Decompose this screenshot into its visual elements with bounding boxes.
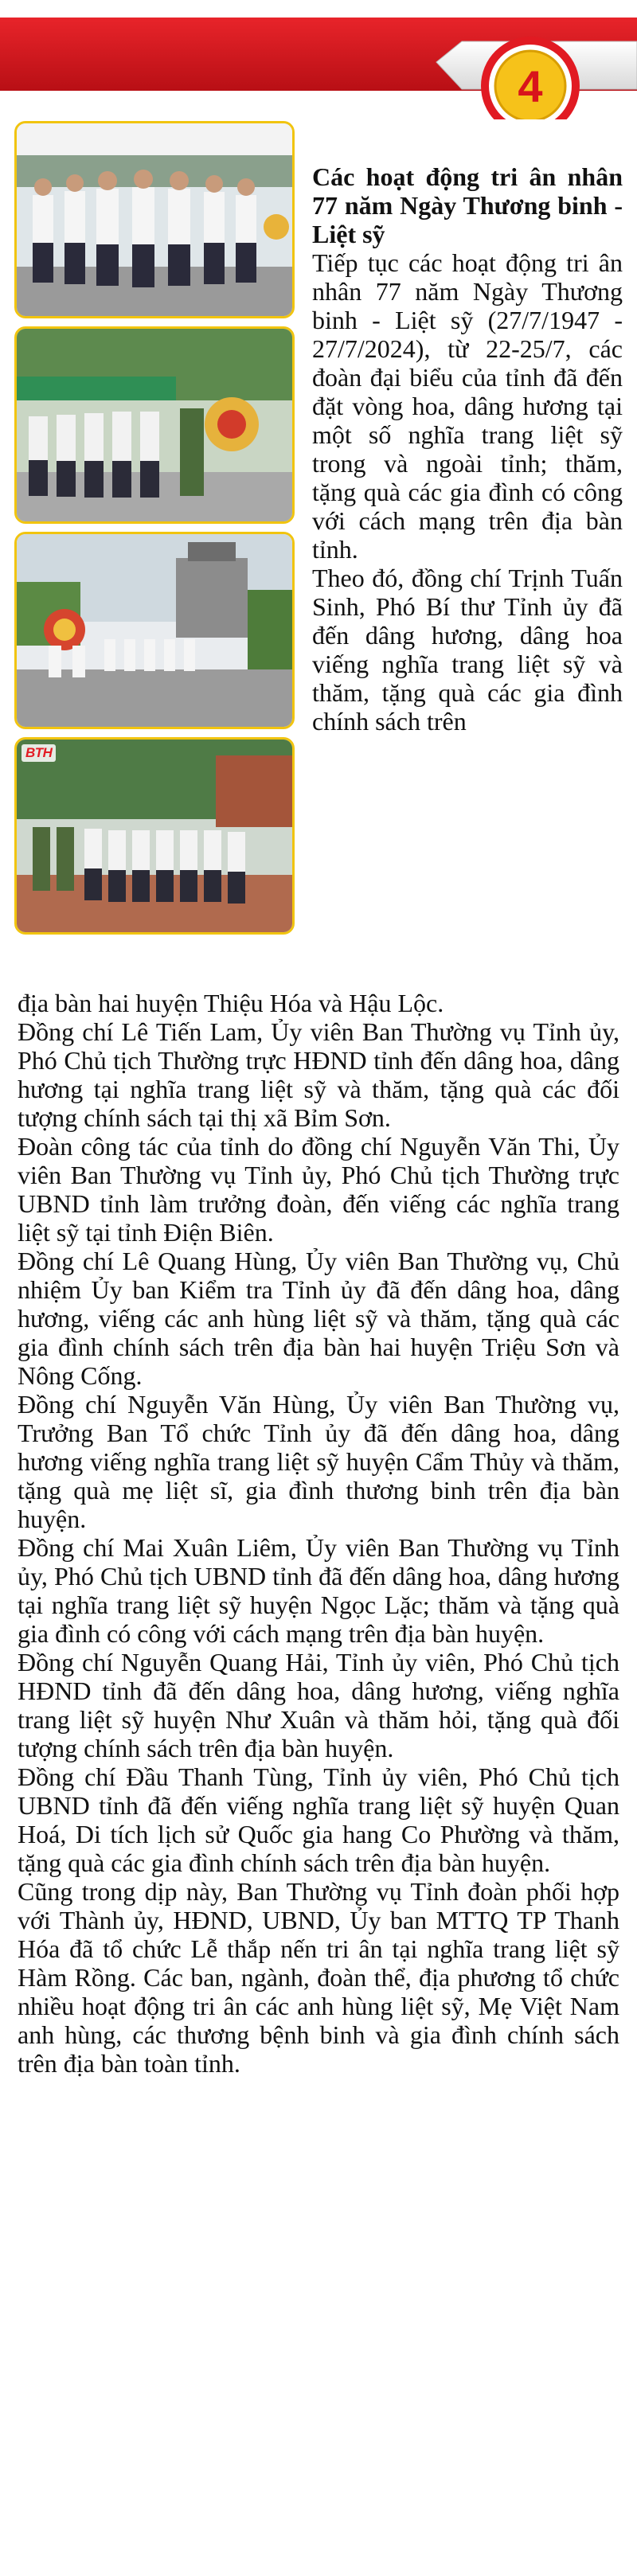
- photo-4: [14, 737, 295, 935]
- article-side-column: [312, 162, 623, 736]
- photo-2: [14, 326, 295, 524]
- article-paragraph: Đồng chí Mai Xuân Liêm, Ủy viên Ban Thường vụ Tỉnh ủy, Phó Chủ tịch UBND tỉnh đã đến dâng hoa, dâng hương tại nghĩa trang liệt sỹ huyện Ngọc Lặc; thăm và tặng quà gia đình có công với cách mạng trên địa bàn huyện.: [18, 1533, 619, 1648]
- article-paragraph-1-start: Theo đó, đồng chí Trịnh Tuấn Sinh, Phó Bí thư Tỉnh ủy đã đến dâng hương, dâng hoa viếng nghĩa trang liệt sỹ và thăm, tặng quà các gia đình chính sách trên: [312, 564, 623, 736]
- article-title: Các hoạt động tri ân nhân 77 năm Ngày Thương binh - Liệt sỹ: [312, 162, 623, 248]
- photo-3: [14, 532, 295, 729]
- group-photo-icon: [17, 329, 292, 521]
- group-photo-icon: [17, 534, 292, 727]
- article-paragraph: Đồng chí Nguyễn Văn Hùng, Ủy viên Ban Thường vụ, Trưởng Ban Tổ chức Tỉnh ủy đã đến dâng hoa, dâng hương viếng nghĩa trang liệt sỹ huyện Cẩm Thủy và thăm, tặng quà mẹ liệt sĩ, gia đình thương binh trên địa bàn huyện.: [18, 1390, 619, 1533]
- article-paragraph: Đồng chí Đầu Thanh Tùng, Tỉnh ủy viên, Phó Chủ tịch UBND tỉnh đã đến viếng nghĩa trang liệt sỹ huyện Quan Hoá, Di tích lịch sử Quốc gia hang Co Phường và thăm, tặng quà các gia đình chính sách trên địa bàn huyện.: [18, 1762, 619, 1877]
- article-paragraph-1-end: địa bàn hai huyện Thiệu Hóa và Hậu Lộc.: [18, 989, 444, 1017]
- section-header: [0, 0, 637, 119]
- article-paragraph: Đồng chí Lê Tiến Lam, Ủy viên Ban Thường vụ Tỉnh ủy, Phó Chủ tịch Thường trực HĐND tỉnh đến dâng hoa, dâng hương tại nghĩa trang liệt sỹ và thăm, tặng quà các đối tượng chính sách tại thị xã Bỉm Sơn.: [18, 1017, 619, 1132]
- article-body: [18, 989, 619, 2078]
- article-paragraph: Cũng trong dịp này, Ban Thường vụ Tỉnh đoàn phối hợp với Thành ủy, HĐND, UBND, Ủy ban MTTQ TP Thanh Hóa đã tổ chức Lễ thắp nến tri ân tại nghĩa trang liệt sỹ Hàm Rồng. Các ban, ngành, đoàn thể, địa phương tổ chức nhiều hoạt động tri ân các anh hùng liệt sỹ, Mẹ Việt Nam anh hùng, các thương bệnh binh và gia đình chính sách trên địa bàn toàn tỉnh.: [18, 1877, 619, 2078]
- photo-1: [14, 121, 295, 318]
- article-paragraph: Đồng chí Nguyễn Quang Hải, Tỉnh ủy viên, Phó Chủ tịch HĐND tỉnh đã đến dâng hoa, dâng hương, viếng nghĩa trang liệt sỹ huyện Như Xuân và thăm hỏi, tặng quà đối tượng chính sách trên địa bàn huyện.: [18, 1648, 619, 1762]
- group-photo-icon: [17, 740, 292, 932]
- article-paragraph: Đoàn công tác của tỉnh do đồng chí Nguyễn Văn Thi, Ủy viên Ban Thường vụ Tỉnh ủy, Phó Chủ tịch Thường trực UBND tỉnh làm trưởng đoàn, đến viếng các nghĩa trang liệt sỹ tại tỉnh Điện Biên.: [18, 1132, 619, 1247]
- article-paragraph: Đồng chí Lê Quang Hùng, Ủy viên Ban Thường vụ, Chủ nhiệm Ủy ban Kiểm tra Tỉnh ủy đã đến dâng hoa, dâng hương, viếng các anh hùng liệt sỹ và thăm, tặng quà các gia đình chính sách trên địa bàn hai huyện Triệu Sơn và Nông Cống.: [18, 1247, 619, 1390]
- photo-logo: BTH: [21, 744, 56, 762]
- article-intro: Tiếp tục các hoạt động tri ân nhân 77 năm Ngày Thương binh - Liệt sỹ (27/7/1947 - 27/7/2024), từ 22-25/7, các đoàn đại biểu của tỉnh đã đến đặt vòng hoa, dâng hương tại một số nghĩa trang liệt sỹ trong và ngoài tỉnh; thăm, tặng quà các gia đình có công với cách mạng trên địa bàn tỉnh.: [312, 248, 623, 564]
- group-photo-icon: [17, 123, 292, 316]
- section-number: 4: [518, 60, 543, 111]
